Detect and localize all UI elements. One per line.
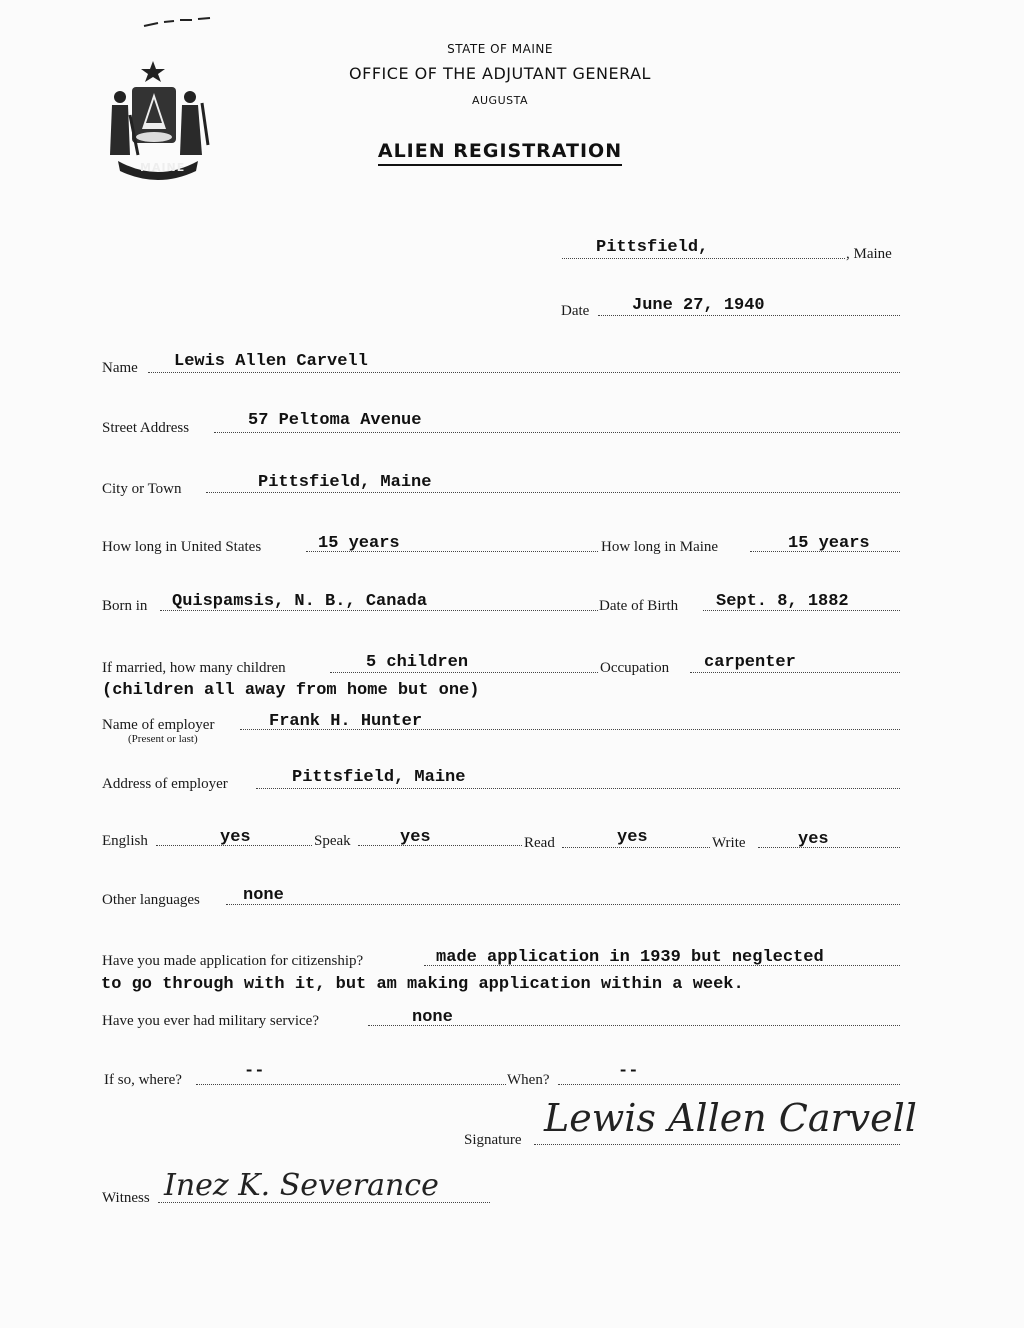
- born-value: Quispamsis, N. B., Canada: [172, 592, 428, 611]
- other-languages-line: [226, 904, 900, 905]
- other-languages-label: Other languages: [102, 892, 200, 908]
- citizenship-label: Have you made application for citizenship?: [102, 953, 364, 969]
- employer-address-label: Address of employer: [102, 776, 228, 792]
- state-seal: [98, 55, 218, 180]
- name-label: Name: [102, 360, 138, 376]
- signature-label: Signature: [464, 1132, 522, 1148]
- employer-label: Name of employer: [102, 717, 215, 733]
- english-value: yes: [220, 828, 251, 847]
- state-heading: STATE OF MAINE: [447, 42, 553, 56]
- us-duration-label: How long in United States: [102, 539, 262, 555]
- employer-address-line: [256, 788, 900, 789]
- witness-value: Inez K. Severance: [164, 1168, 439, 1203]
- speak-value: yes: [400, 828, 431, 847]
- name-value: Lewis Allen Carvell: [174, 352, 368, 371]
- street-value: 57 Peltoma Avenue: [248, 411, 422, 430]
- maine-duration-label: How long in Maine: [601, 539, 719, 555]
- children-label: If married, how many children: [102, 660, 286, 676]
- witness-label: Witness: [102, 1190, 150, 1206]
- city-label: City or Town: [102, 481, 182, 497]
- military-label: Have you ever had military service?: [102, 1013, 319, 1029]
- write-label: Write: [712, 835, 746, 851]
- maine-duration-value: 15 years: [788, 534, 870, 553]
- form-title: ALIEN REGISTRATION: [378, 140, 622, 166]
- us-duration-value: 15 years: [318, 534, 400, 553]
- speak-line: [358, 845, 522, 846]
- citizenship-value: made application in 1939 but neglected: [436, 948, 824, 967]
- employer-value: Frank H. Hunter: [269, 712, 423, 731]
- occupation-value: carpenter: [704, 653, 796, 672]
- other-languages-value: none: [243, 886, 284, 905]
- speak-label: Speak: [314, 833, 351, 849]
- street-label: Street Address: [102, 420, 190, 436]
- children-value: 5 children: [366, 653, 469, 672]
- born-label: Born in: [102, 598, 148, 614]
- citizenship-continuation: to go through with it, but am making application within a week.: [101, 975, 744, 994]
- read-value: yes: [617, 828, 648, 847]
- where-label: If so, where?: [104, 1072, 182, 1088]
- city-value: Pittsfield, Maine: [258, 473, 432, 492]
- signature-line: [534, 1144, 900, 1145]
- read-line: [562, 847, 710, 848]
- occupation-line: [690, 672, 900, 673]
- date-label: Date: [561, 303, 590, 319]
- english-label: English: [102, 833, 148, 849]
- form-title-wrap: [300, 140, 700, 162]
- read-label: Read: [524, 835, 555, 851]
- when-line: [558, 1084, 900, 1085]
- children-note: (children all away from home but one): [102, 681, 480, 700]
- when-value: --: [618, 1062, 639, 1081]
- dob-value: Sept. 8, 1882: [716, 592, 849, 611]
- corner-mark: [140, 14, 220, 32]
- employer-address-value: Pittsfield, Maine: [292, 768, 466, 787]
- date-value: June 27, 1940: [632, 296, 765, 315]
- dob-label: Date of Birth: [599, 598, 679, 614]
- occupation-label: Occupation: [600, 660, 670, 676]
- employer-sublabel: (Present or last): [128, 733, 198, 745]
- street-line: [214, 432, 900, 433]
- town-suffix: , Maine: [846, 246, 892, 262]
- town-line: [562, 258, 845, 259]
- city-heading: AUGUSTA: [471, 94, 529, 107]
- write-value: yes: [798, 830, 829, 849]
- signature-value: Lewis Allen Carvell: [544, 1096, 917, 1140]
- town-value: Pittsfield,: [596, 238, 709, 257]
- where-line: [196, 1084, 506, 1085]
- seal-banner-text: MAINE: [140, 161, 186, 174]
- date-line: [598, 315, 900, 316]
- when-label: When?: [507, 1072, 550, 1088]
- city-line: [206, 492, 900, 493]
- office-heading: OFFICE OF THE ADJUTANT GENERAL: [349, 64, 651, 83]
- write-line: [758, 847, 900, 848]
- where-value: --: [244, 1062, 265, 1081]
- military-value: none: [412, 1008, 453, 1027]
- name-line: [148, 372, 900, 373]
- children-line: [330, 672, 598, 673]
